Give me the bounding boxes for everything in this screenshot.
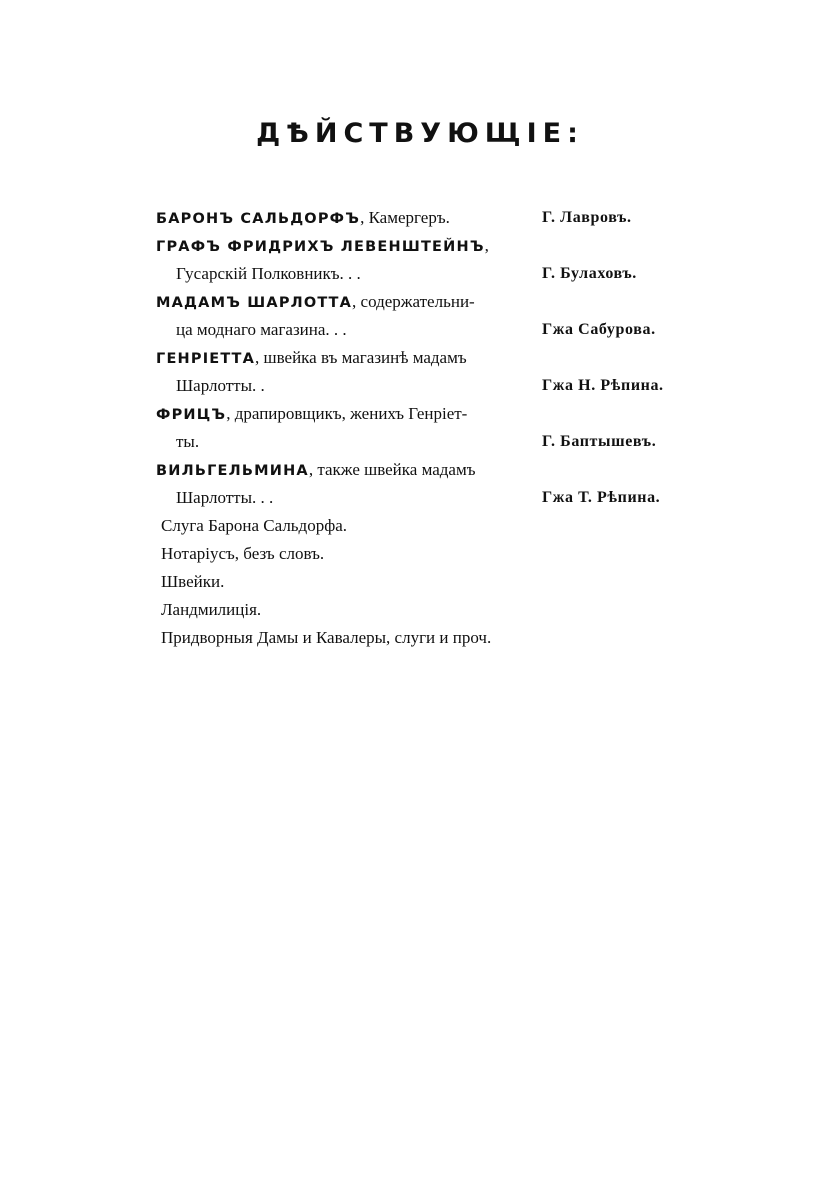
- character-description: , Камергеръ.: [360, 208, 450, 227]
- character-name: БАРОНЪ САЛЬДОРФЪ: [156, 211, 361, 227]
- actor-name: Гжа Н. Рѣпина.: [542, 377, 664, 394]
- cast-line: [156, 204, 716, 232]
- cast-line: [156, 456, 716, 484]
- character-description: ,: [484, 236, 489, 255]
- extra-role: Швейки.: [161, 572, 225, 591]
- character-name: ВИЛЬГЕЛЬМИНА: [156, 463, 309, 479]
- cast-line: [156, 344, 716, 372]
- character-name: ФРИЦЪ: [156, 407, 227, 423]
- page-heading: ДѢЙСТВУЮЩІЕ:: [256, 118, 584, 149]
- character-name: МАДАМЪ ШАРЛОТТА: [156, 295, 353, 311]
- cast-line: [156, 400, 716, 428]
- character-description: , швейка въ магазинѣ мадамъ: [255, 348, 467, 367]
- character-name: ГЕНРІЕТТА: [156, 351, 256, 367]
- character-description: ты.: [176, 432, 200, 451]
- character-description: Гусарскій Полковникъ. . .: [176, 264, 361, 283]
- extra-role: Ландмилиція.: [161, 600, 262, 619]
- actor-name: Г. Лавровъ.: [542, 209, 632, 226]
- actor-name: Гжа Сабурова.: [542, 321, 656, 338]
- extra-role: Слуга Барона Сальдорфа.: [161, 516, 348, 535]
- extra-role: Нотаріусъ, безъ словъ.: [161, 544, 325, 563]
- cast-list: [156, 204, 716, 652]
- character-name: ГРАФЪ ФРИДРИХЪ ЛЕВЕНШТЕЙНЪ: [156, 239, 485, 255]
- cast-line: [156, 288, 716, 316]
- character-description: , содержательни-: [352, 292, 475, 311]
- cast-line: [156, 232, 716, 260]
- actor-name: Гжа Т. Рѣпина.: [542, 489, 661, 506]
- extra-role: Придворныя Дамы и Кавалеры, слуги и проч.: [161, 628, 492, 647]
- cast-line-continuation: [156, 260, 716, 288]
- cast-line-continuation: [156, 484, 716, 512]
- character-description: , также швейка мадамъ: [308, 460, 476, 479]
- actor-name: Г. Баптышевъ.: [542, 433, 657, 450]
- cast-line-continuation: [156, 316, 716, 344]
- character-description: Шарлотты. . .: [176, 488, 274, 507]
- character-description: , драпировщикъ, женихъ Генріет-: [226, 404, 468, 423]
- character-description: ца моднаго магазина. . .: [176, 320, 347, 339]
- cast-line-continuation: [156, 428, 716, 456]
- character-description: Шарлотты. .: [176, 376, 265, 395]
- cast-line-continuation: [156, 372, 716, 400]
- actor-name: Г. Булаховъ.: [542, 265, 637, 282]
